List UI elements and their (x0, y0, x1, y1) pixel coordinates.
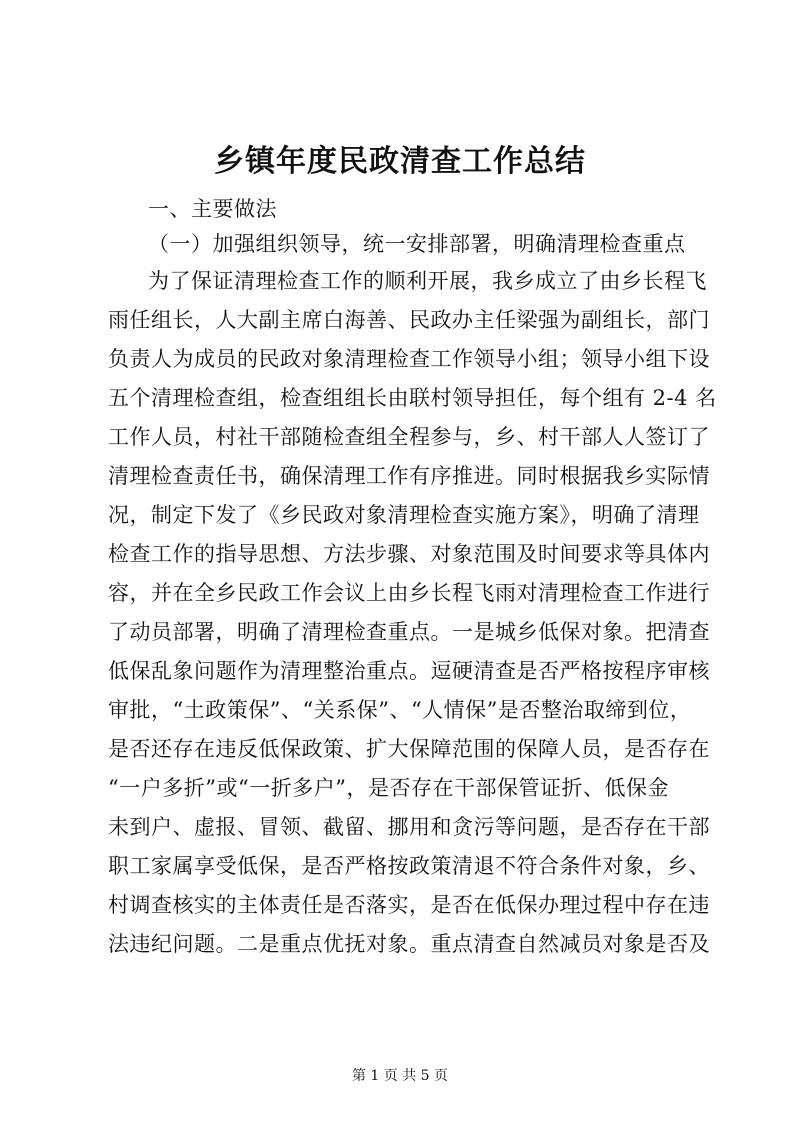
paragraph-line: 是否还存在违反低保政策、扩大保障范围的保障人员，是否存在 (108, 737, 710, 761)
paragraph-line: 清理检查责任书，确保清理工作有序推进。同时根据我乡实际情 (108, 464, 710, 488)
paragraph-line: 法违纪问题。二是重点优抚对象。重点清查自然减员对象是否及 (108, 932, 710, 956)
paragraph-line: 况，制定下发了《乡民政对象清理检查实施方案》，明确了清理 (108, 503, 700, 527)
section-heading: 一、主要做法 (148, 197, 277, 221)
subsection-heading: （一）加强组织领导，统一安排部署，明确清理检查重点 (148, 232, 686, 256)
paragraph-line: 为了保证清理检查工作的顺利开展，我乡成立了由乡长程飞 (148, 269, 707, 293)
paragraph-line: 村调查核实的主体责任是否落实，是否在低保办理过程中存在违 (108, 893, 710, 917)
paragraph-line: 检查工作的指导思想、方法步骤、对象范围及时间要求等具体内 (108, 542, 710, 566)
paragraph-line: 五个清理检查组，检查组组长由联村领导担任，每个组有 2-4 名 (108, 386, 717, 410)
paragraph-line: 雨任组长，人大副主席白海善、民政办主任梁强为副组长，部门 (108, 308, 710, 332)
paragraph-line: 了动员部署，明确了清理检查重点。一是城乡低保对象。把清查 (108, 620, 710, 644)
paragraph-line: 职工家属享受低保，是否严格按政策清退不符合条件对象，乡、 (108, 854, 710, 878)
paragraph-line: 负责人为成员的民政对象清理检查工作领导小组；领导小组下设 (108, 347, 710, 371)
paragraph-line: 未到户、虚报、冒领、截留、挪用和贪污等问题，是否存在干部 (108, 815, 710, 839)
paragraph-line: 审批，“土政策保”、“关系保”、“人情保”是否整治取缔到位， (108, 698, 692, 722)
paragraph-line: “一户多折”或“一折多户”，是否存在干部保管证折、低保金 (108, 776, 669, 800)
page-footer: 第 1 页 共 5 页 (351, 1068, 449, 1084)
paragraph-line: 容，并在全乡民政工作会议上由乡长程飞雨对清理检查工作进行 (108, 581, 710, 605)
paragraph-line: 工作人员，村社干部随检查组全程参与，乡、村干部人人签订了 (108, 425, 710, 449)
document-title: 乡镇年度民政清查工作总结 (214, 144, 586, 179)
paragraph-line: 低保乱象问题作为清理整治重点。逗硬清查是否严格按程序审核 (108, 659, 710, 683)
